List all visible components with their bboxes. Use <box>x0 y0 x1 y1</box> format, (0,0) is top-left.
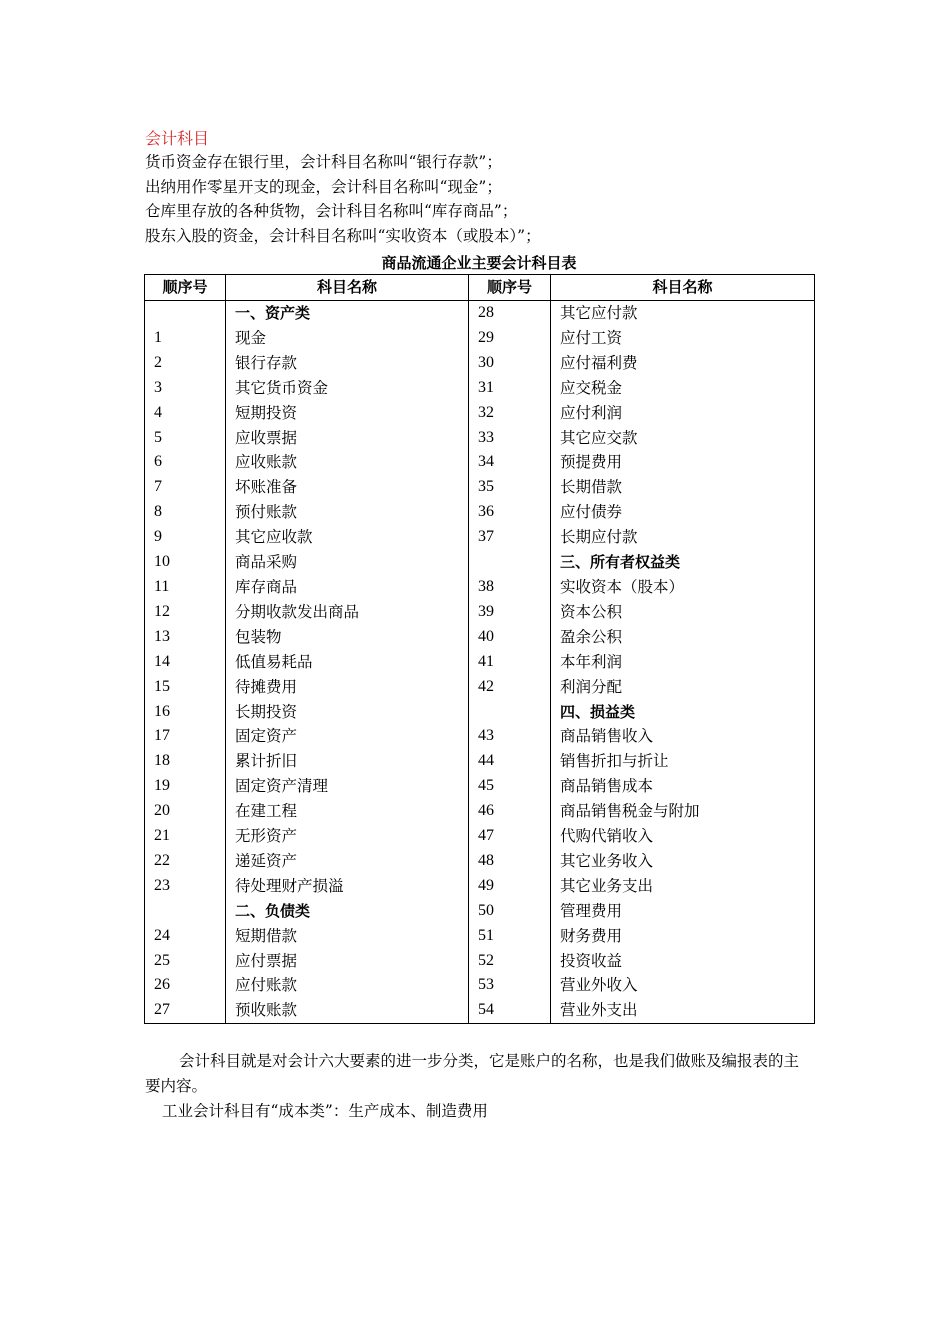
table-row <box>145 724 815 749</box>
sequence-cell: 18 <box>145 749 226 774</box>
account-name-cell: 库存商品 <box>226 575 469 600</box>
sequence-cell: 13 <box>145 625 226 650</box>
account-name-cell: 累计折旧 <box>226 749 469 774</box>
sequence-cell: 1 <box>145 326 226 351</box>
sequence-cell: 28 <box>469 301 551 326</box>
account-name-cell: 其它业务收入 <box>551 849 815 874</box>
table-header-row <box>145 275 815 301</box>
sequence-cell: 43 <box>469 724 551 749</box>
table-row <box>145 924 815 949</box>
sequence-cell: 22 <box>145 849 226 874</box>
account-name-cell: 在建工程 <box>226 799 469 824</box>
table-row <box>145 450 815 475</box>
table-row <box>145 575 815 600</box>
category-cell: 四、损益类 <box>551 700 815 725</box>
sequence-cell: 10 <box>145 550 226 575</box>
sequence-cell: 36 <box>469 500 551 525</box>
sequence-cell: 20 <box>145 799 226 824</box>
account-name-cell: 分期收款发出商品 <box>226 600 469 625</box>
account-name-cell: 应付工资 <box>551 326 815 351</box>
account-name-cell: 银行存款 <box>226 351 469 376</box>
account-name-cell: 投资收益 <box>551 949 815 974</box>
sequence-cell: 8 <box>145 500 226 525</box>
table-row <box>145 401 815 426</box>
sequence-cell <box>145 301 226 326</box>
sequence-cell <box>469 550 551 575</box>
sequence-cell: 17 <box>145 724 226 749</box>
account-name-cell: 待摊费用 <box>226 675 469 700</box>
table-row <box>145 700 815 725</box>
sequence-cell: 54 <box>469 998 551 1023</box>
account-name-cell: 应付福利费 <box>551 351 815 376</box>
account-name-cell: 应付债券 <box>551 500 815 525</box>
account-name-cell: 预付账款 <box>226 500 469 525</box>
intro-line: 出纳用作零星开支的现金，会计科目名称叫“现金”； <box>145 177 502 196</box>
sequence-cell: 15 <box>145 675 226 700</box>
sequence-cell: 29 <box>469 326 551 351</box>
table-row <box>145 550 815 575</box>
table-row <box>145 949 815 974</box>
account-name-cell: 预提费用 <box>551 450 815 475</box>
table-row <box>145 824 815 849</box>
sequence-cell: 48 <box>469 849 551 874</box>
table-row <box>145 625 815 650</box>
table-row <box>145 998 815 1023</box>
sequence-cell: 25 <box>145 949 226 974</box>
table-row <box>145 849 815 874</box>
account-name-cell: 应收票据 <box>226 426 469 451</box>
sequence-cell: 4 <box>145 401 226 426</box>
sequence-cell: 53 <box>469 973 551 998</box>
sequence-cell: 50 <box>469 899 551 924</box>
table-row <box>145 600 815 625</box>
sequence-cell: 38 <box>469 575 551 600</box>
category-cell: 三、所有者权益类 <box>551 550 815 575</box>
sequence-cell: 31 <box>469 376 551 401</box>
sequence-cell: 44 <box>469 749 551 774</box>
account-name-cell: 应付利润 <box>551 401 815 426</box>
sequence-cell: 12 <box>145 600 226 625</box>
account-name-cell: 长期投资 <box>226 700 469 725</box>
account-name-cell: 营业外支出 <box>551 998 815 1023</box>
sequence-cell: 11 <box>145 575 226 600</box>
sequence-cell: 5 <box>145 426 226 451</box>
sequence-cell: 6 <box>145 450 226 475</box>
account-name-cell: 应付票据 <box>226 949 469 974</box>
account-name-cell: 短期借款 <box>226 924 469 949</box>
sequence-cell: 7 <box>145 475 226 500</box>
table-row <box>145 774 815 799</box>
table-row <box>145 650 815 675</box>
sequence-cell: 49 <box>469 874 551 899</box>
account-name-cell: 商品销售成本 <box>551 774 815 799</box>
account-name-cell: 长期借款 <box>551 475 815 500</box>
intro-text <box>145 150 541 248</box>
account-name-cell: 实收资本（股本） <box>551 575 815 600</box>
account-name-cell: 坏账准备 <box>226 475 469 500</box>
table-row <box>145 500 815 525</box>
sequence-cell: 41 <box>469 650 551 675</box>
table-body <box>145 301 815 1024</box>
account-name-cell: 盈余公积 <box>551 625 815 650</box>
account-name-cell: 低值易耗品 <box>226 650 469 675</box>
account-name-cell: 管理费用 <box>551 899 815 924</box>
table-row <box>145 799 815 824</box>
sequence-cell: 47 <box>469 824 551 849</box>
table-row <box>145 525 815 550</box>
sequence-cell: 24 <box>145 924 226 949</box>
sequence-cell: 42 <box>469 675 551 700</box>
sequence-cell: 16 <box>145 700 226 725</box>
account-name-cell: 现金 <box>226 326 469 351</box>
sequence-cell: 21 <box>145 824 226 849</box>
intro-line: 货币资金存在银行里，会计科目名称叫“银行存款”； <box>145 153 502 171</box>
sequence-cell: 33 <box>469 426 551 451</box>
account-name-cell: 销售折扣与折让 <box>551 749 815 774</box>
sequence-cell: 51 <box>469 924 551 949</box>
account-name-cell: 财务费用 <box>551 924 815 949</box>
column-header-seq: 顺序号 <box>145 275 226 301</box>
table-row <box>145 749 815 774</box>
section-heading: 会计科目 <box>145 129 210 148</box>
account-name-cell: 应交税金 <box>551 376 815 401</box>
account-name-cell: 本年利润 <box>551 650 815 675</box>
account-name-cell: 包装物 <box>226 625 469 650</box>
table-title: 商品流通企业主要会计科目表 <box>381 254 577 272</box>
sequence-cell: 23 <box>145 874 226 899</box>
column-header-name: 科目名称 <box>226 275 469 301</box>
table-row <box>145 874 815 899</box>
sequence-cell: 2 <box>145 351 226 376</box>
table-row <box>145 301 815 326</box>
sequence-cell: 14 <box>145 650 226 675</box>
table-row <box>145 675 815 700</box>
account-name-cell: 其它货币资金 <box>226 376 469 401</box>
sequence-cell: 46 <box>469 799 551 824</box>
account-name-cell: 代购代销收入 <box>551 824 815 849</box>
account-name-cell: 应收账款 <box>226 450 469 475</box>
sequence-cell: 37 <box>469 525 551 550</box>
sequence-cell: 52 <box>469 949 551 974</box>
account-name-cell: 预收账款 <box>226 998 469 1023</box>
account-name-cell: 利润分配 <box>551 675 815 700</box>
sequence-cell: 19 <box>145 774 226 799</box>
table-row <box>145 351 815 376</box>
account-name-cell: 其它应收款 <box>226 525 469 550</box>
category-cell: 二、负债类 <box>226 899 469 924</box>
sequence-cell: 3 <box>145 376 226 401</box>
account-name-cell: 其它应交款 <box>551 426 815 451</box>
sequence-cell <box>469 700 551 725</box>
account-name-cell: 待处理财产损溢 <box>226 874 469 899</box>
sequence-cell <box>145 899 226 924</box>
table-row <box>145 426 815 451</box>
intro-line: 仓库里存放的各种货物，会计科目名称叫“库存商品”； <box>145 202 518 221</box>
account-name-cell: 固定资产清理 <box>226 774 469 799</box>
account-name-cell: 其它应付款 <box>551 301 815 326</box>
column-header-seq: 顺序号 <box>469 275 551 301</box>
summary-paragraph: 会计科目就是对会计六大要素的进一步分类，它是账户的名称，也是我们做账及编报表的主要内容。 <box>145 1052 800 1095</box>
sequence-cell: 32 <box>469 401 551 426</box>
sequence-cell: 40 <box>469 625 551 650</box>
sequence-cell: 30 <box>469 351 551 376</box>
accounts-table <box>144 274 815 1024</box>
sequence-cell: 9 <box>145 525 226 550</box>
column-header-name: 科目名称 <box>551 275 815 301</box>
table-row <box>145 326 815 351</box>
account-name-cell: 商品销售收入 <box>551 724 815 749</box>
account-name-cell: 商品销售税金与附加 <box>551 799 815 824</box>
account-name-cell: 应付账款 <box>226 973 469 998</box>
sequence-cell: 26 <box>145 973 226 998</box>
sequence-cell: 27 <box>145 998 226 1023</box>
sequence-cell: 45 <box>469 774 551 799</box>
category-cell: 一、资产类 <box>226 301 469 326</box>
sequence-cell: 34 <box>469 450 551 475</box>
account-name-cell: 无形资产 <box>226 824 469 849</box>
account-name-cell: 营业外收入 <box>551 973 815 998</box>
intro-line: 股东入股的资金，会计科目名称叫“实收资本（或股本）”； <box>145 226 541 245</box>
sequence-cell: 39 <box>469 600 551 625</box>
sequence-cell: 35 <box>469 475 551 500</box>
account-name-cell: 商品采购 <box>226 550 469 575</box>
table-row <box>145 973 815 998</box>
account-name-cell: 短期投资 <box>226 401 469 426</box>
industrial-note: 工业会计科目有“成本类”：生产成本、制造费用 <box>162 1102 488 1120</box>
account-name-cell: 其它业务支出 <box>551 874 815 899</box>
account-name-cell: 资本公积 <box>551 600 815 625</box>
account-name-cell: 递延资产 <box>226 849 469 874</box>
table-row <box>145 376 815 401</box>
account-name-cell: 长期应付款 <box>551 525 815 550</box>
table-row <box>145 475 815 500</box>
account-name-cell: 固定资产 <box>226 724 469 749</box>
table-row <box>145 899 815 924</box>
